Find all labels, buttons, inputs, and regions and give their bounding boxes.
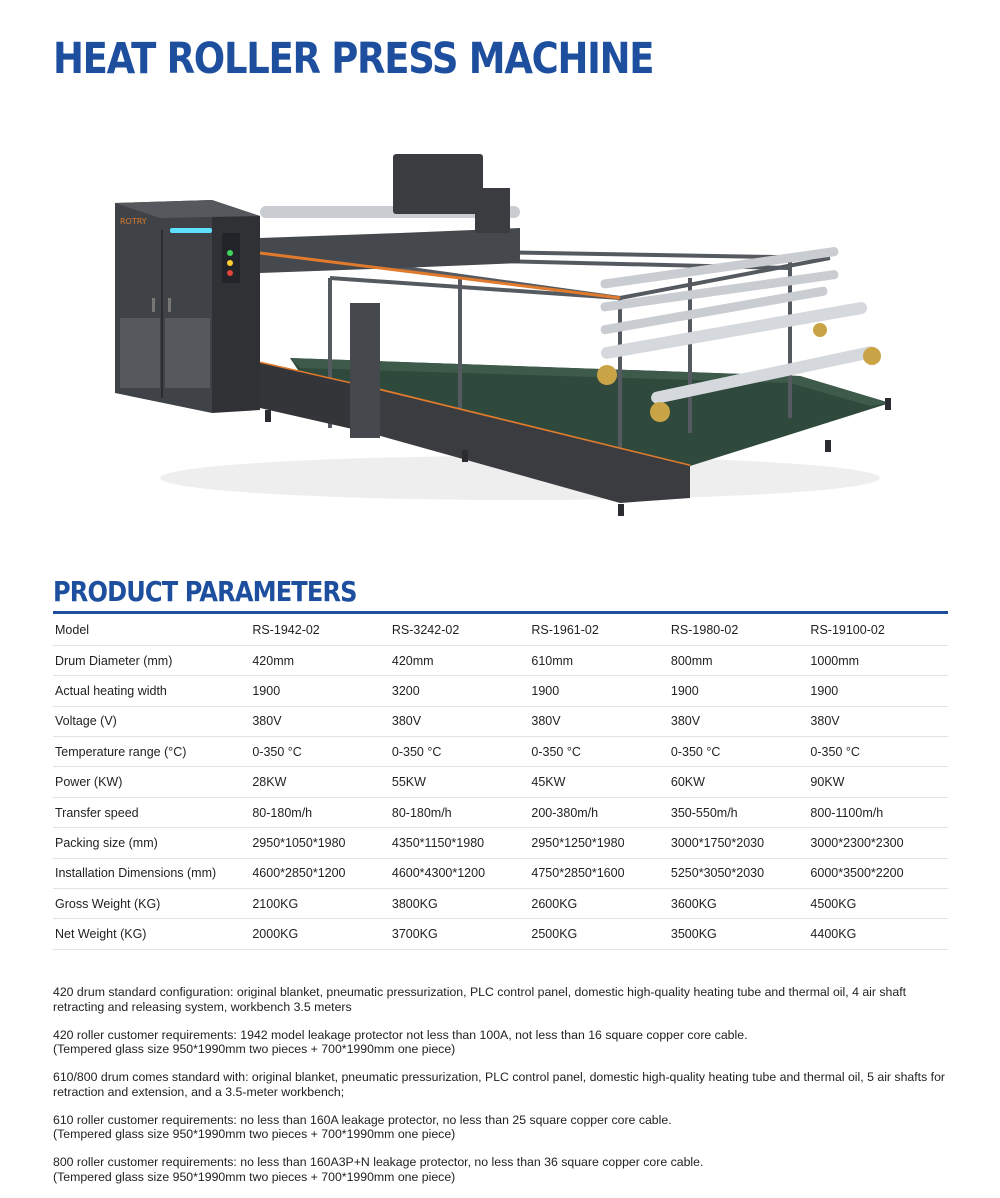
machine-status-led-strip: [170, 228, 212, 233]
param-value: 0-350 °C: [669, 737, 809, 767]
machine-top-motor: [393, 154, 483, 214]
table-row: [53, 797, 948, 827]
param-value: RS-1961-02: [529, 615, 669, 645]
param-value: 350-550m/h: [669, 797, 809, 827]
param-label: Power (KW): [53, 767, 250, 797]
param-value: 2950*1250*1980: [529, 828, 669, 858]
param-value: 4600*4300*1200: [390, 858, 530, 888]
param-label: Temperature range (°C): [53, 737, 250, 767]
param-value: 2000KG: [250, 919, 390, 949]
param-value: 380V: [808, 706, 948, 736]
param-label: Voltage (V): [53, 706, 250, 736]
param-label: Installation Dimensions (mm): [53, 858, 250, 888]
param-value: 45KW: [529, 767, 669, 797]
note-line: 420 roller customer requirements: 1942 model leakage protector not less than 100A, not less than 16 square copper core cable.: [53, 1027, 748, 1042]
param-value: RS-3242-02: [390, 615, 530, 645]
note-paragraph: [53, 1028, 948, 1057]
param-value: 0-350 °C: [390, 737, 530, 767]
table-row: [53, 919, 948, 949]
param-value: 28KW: [250, 767, 390, 797]
table-row: [53, 645, 948, 675]
param-value: 60KW: [669, 767, 809, 797]
note-paragraph: [53, 985, 948, 1014]
param-value: 4350*1150*1980: [390, 828, 530, 858]
note-line: retraction and extension, and a 3.5-meter workbench;: [53, 1084, 345, 1099]
note-paragraph: [53, 1113, 948, 1142]
table-row: [53, 767, 948, 797]
table-row: [53, 737, 948, 767]
table-row: [53, 858, 948, 888]
param-value: 1900: [250, 676, 390, 706]
param-value: 3600KG: [669, 889, 809, 919]
note-line: 610 roller customer requirements: no less than 160A leakage protector, no less than 25 square copper core cable.: [53, 1112, 672, 1127]
param-value: 0-350 °C: [529, 737, 669, 767]
param-value: 55KW: [390, 767, 530, 797]
param-value: 380V: [250, 706, 390, 736]
param-value: 1900: [669, 676, 809, 706]
param-value: RS-1942-02: [250, 615, 390, 645]
note-line: (Tempered glass size 950*1990mm two pieces + 700*1990mm one piece): [53, 1169, 456, 1184]
table-row: [53, 676, 948, 706]
param-value: 380V: [669, 706, 809, 736]
note-paragraph: [53, 1070, 948, 1099]
param-value: 800mm: [669, 645, 809, 675]
param-label: Transfer speed: [53, 797, 250, 827]
section-divider: [53, 611, 948, 614]
section-title-product-parameters: PRODUCT PARAMETERS: [53, 575, 357, 608]
param-value: 3000*1750*2030: [669, 828, 809, 858]
param-value: 2500KG: [529, 919, 669, 949]
param-value: 3700KG: [390, 919, 530, 949]
param-label: Packing size (mm): [53, 828, 250, 858]
param-value: 80-180m/h: [250, 797, 390, 827]
machine-brand-logo: ROTRY: [120, 217, 147, 226]
param-value: 1900: [529, 676, 669, 706]
parameters-table: [53, 615, 948, 950]
param-label: Drum Diameter (mm): [53, 645, 250, 675]
param-value: 610mm: [529, 645, 669, 675]
param-value: 1000mm: [808, 645, 948, 675]
param-value: 4400KG: [808, 919, 948, 949]
param-value: 6000*3500*2200: [808, 858, 948, 888]
param-value: 2950*1050*1980: [250, 828, 390, 858]
note-line: retracting and releasing system, workbench 3.5 meters: [53, 999, 352, 1014]
heat-roller-press-machine-image: [100, 148, 900, 528]
param-value: 420mm: [390, 645, 530, 675]
param-value: 3200: [390, 676, 530, 706]
param-value: 1900: [808, 676, 948, 706]
param-value: 5250*3050*2030: [669, 858, 809, 888]
note-line: 420 drum standard configuration: original blanket, pneumatic pressurization, PLC control panel, domestic high-quality heating tube and thermal oil, 4 air shaft: [53, 985, 907, 999]
table-row: [53, 889, 948, 919]
param-value: 0-350 °C: [250, 737, 390, 767]
param-label: Net Weight (KG): [53, 919, 250, 949]
param-value: RS-1980-02: [669, 615, 809, 645]
table-row: [53, 615, 948, 645]
param-value: 2600KG: [529, 889, 669, 919]
param-value: 0-350 °C: [808, 737, 948, 767]
note-line: 610/800 drum comes standard with: original blanket, pneumatic pressurization, PLC control panel, domestic high-quality heating tube and thermal oil, 5 air shafts for: [53, 1070, 946, 1084]
note-line: 800 roller customer requirements: no less than 160A3P+N leakage protector, no less than 36 square copper core cable.: [53, 1155, 704, 1169]
param-value: 380V: [529, 706, 669, 736]
table-row: [53, 706, 948, 736]
param-value: 3800KG: [390, 889, 530, 919]
param-value: 4600*2850*1200: [250, 858, 390, 888]
param-value: 380V: [390, 706, 530, 736]
param-value: 80-180m/h: [390, 797, 530, 827]
param-value: 200-380m/h: [529, 797, 669, 827]
param-value: 800-1100m/h: [808, 797, 948, 827]
note-line: (Tempered glass size 950*1990mm two pieces + 700*1990mm one piece): [53, 1042, 456, 1056]
param-value: 4750*2850*1600: [529, 858, 669, 888]
param-value: 2100KG: [250, 889, 390, 919]
table-row: [53, 828, 948, 858]
configuration-notes: [53, 985, 948, 1198]
param-value: RS-19100-02: [808, 615, 948, 645]
param-label: Gross Weight (KG): [53, 889, 250, 919]
param-value: 3000*2300*2300: [808, 828, 948, 858]
param-value: 420mm: [250, 645, 390, 675]
page-title: HEAT ROLLER PRESS MACHINE: [53, 34, 654, 84]
param-value: 4500KG: [808, 889, 948, 919]
param-label: Model: [53, 615, 250, 645]
param-label: Actual heating width: [53, 676, 250, 706]
param-value: 3500KG: [669, 919, 809, 949]
param-value: 90KW: [808, 767, 948, 797]
note-paragraph: [53, 1155, 948, 1184]
note-line: (Tempered glass size 950*1990mm two pieces + 700*1990mm one piece): [53, 1127, 456, 1141]
